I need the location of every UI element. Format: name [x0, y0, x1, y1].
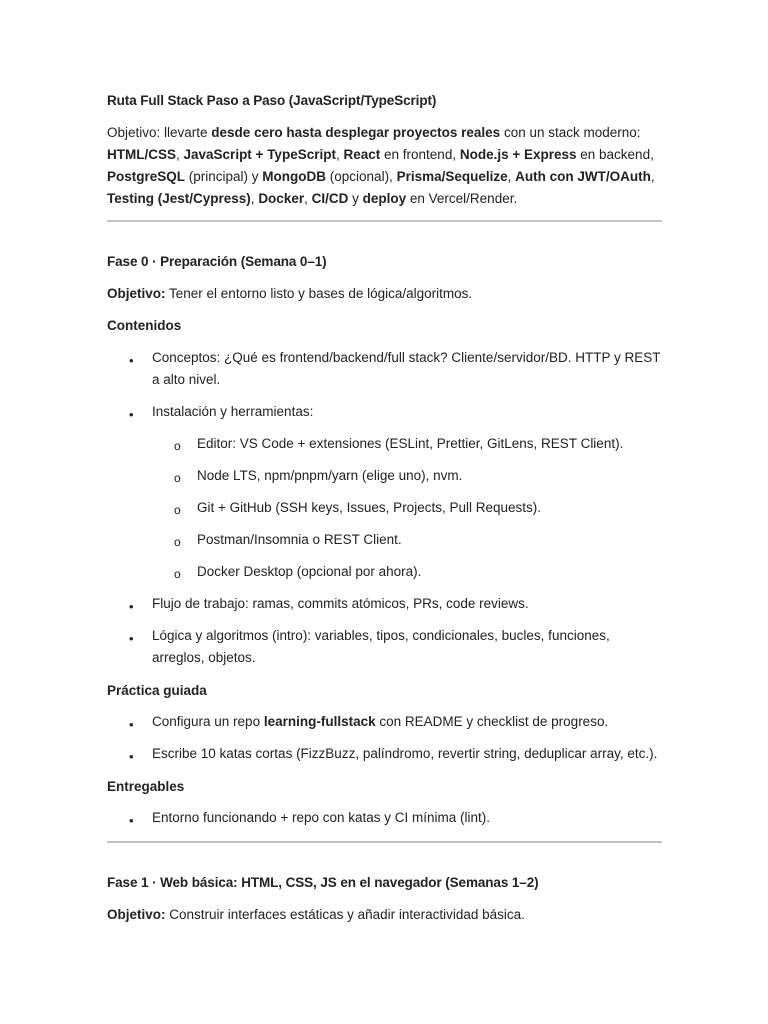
list-item-line: a alto nivel.: [152, 372, 221, 387]
bold-run: HTML/CSS: [107, 147, 176, 162]
bullet-marker: •: [129, 749, 134, 764]
bold-run: React: [343, 147, 381, 162]
text-run: ,: [304, 191, 312, 206]
text-run: ,: [335, 147, 344, 162]
sub-list-item: Node LTS, npm/pnpm/yarn (elige uno), nvm.: [197, 468, 463, 483]
intro-paragraph: [107, 122, 662, 210]
bold-run: deploy: [362, 191, 407, 206]
document-title: Ruta Full Stack Paso a Paso (JavaScript/TypeScript): [107, 93, 437, 108]
text-run: ,: [507, 169, 516, 184]
text-run: (opcional),: [326, 169, 397, 184]
list-item: [152, 347, 667, 391]
intro-line-4: [107, 188, 662, 210]
objective-text: Construir interfaces estáticas y añadir interactividad básica.: [165, 907, 525, 922]
bold-run: JavaScript + TypeScript: [183, 147, 336, 162]
text-run: en backend,: [576, 147, 654, 162]
text-run: ,: [650, 169, 655, 184]
text-run: con un stack moderno:: [500, 125, 641, 140]
deliverables-heading: Entregables: [107, 779, 185, 794]
list-item: [152, 401, 667, 423]
phase-1-objective: [107, 904, 662, 926]
intro-line-2: [107, 144, 662, 166]
bullet-marker: •: [129, 353, 134, 368]
bold-run: Docker: [258, 191, 305, 206]
list-item-line: Flujo de trabajo: ramas, commits atómicos, PRs, code reviews.: [152, 596, 529, 611]
sub-list-item: Git + GitHub (SSH keys, Issues, Projects, Pull Requests).: [197, 500, 541, 515]
sub-list-item: Postman/Insomnia o REST Client.: [197, 532, 402, 547]
bold-run: Testing (Jest/Cypress): [107, 191, 251, 206]
list-item-line: arreglos, objetos.: [152, 650, 256, 665]
sub-bullet-marker: o: [174, 535, 181, 549]
bold-run: Node.js + Express: [459, 147, 577, 162]
list-item: [152, 807, 667, 829]
bold-run: desde cero hasta desplegar proyectos reales: [211, 125, 501, 140]
bold-run: MongoDB: [262, 169, 327, 184]
text-run: y: [348, 191, 363, 206]
objective-label: Objetivo:: [107, 286, 166, 301]
divider: [107, 220, 662, 222]
sub-list-item: Docker Desktop (opcional por ahora).: [197, 564, 422, 579]
objective-text: Tener el entorno listo y bases de lógica/algoritmos.: [165, 286, 473, 301]
bold-run: Auth con JWT/OAuth: [515, 169, 651, 184]
bullet-marker: •: [129, 407, 134, 422]
intro-line-1: [107, 122, 662, 144]
divider: [107, 841, 662, 843]
text-run: en Vercel/Render.: [406, 191, 518, 206]
practice-heading: Práctica guiada: [107, 683, 207, 698]
bullet-marker: •: [129, 813, 134, 828]
objective-label: Objetivo:: [107, 907, 166, 922]
phase-0-title: Fase 0 · Preparación (Semana 0–1): [107, 254, 327, 269]
sub-bullet-marker: o: [174, 471, 181, 485]
list-item-line: Conceptos: ¿Qué es frontend/backend/full stack? Cliente/servidor/BD. HTTP y REST: [152, 350, 661, 365]
list-item: [152, 711, 667, 733]
phase-0-objective: [107, 283, 662, 305]
list-item: [152, 593, 667, 615]
sub-bullet-marker: o: [174, 567, 181, 581]
bullet-marker: •: [129, 599, 134, 614]
phase-1-title: Fase 1 · Web básica: HTML, CSS, JS en el navegador (Semanas 1–2): [107, 875, 539, 890]
list-item-line: Escribe 10 katas cortas (FizzBuzz, palíndromo, revertir string, deduplicar array, etc.).: [152, 746, 658, 761]
bold-run: PostgreSQL: [107, 169, 186, 184]
list-item-line: Instalación y herramientas:: [152, 404, 314, 419]
sub-bullet-marker: o: [174, 439, 181, 453]
text-run: ,: [250, 191, 259, 206]
list-item: [152, 743, 667, 765]
text-run: en frontend,: [380, 147, 460, 162]
bullet-marker: •: [129, 631, 134, 646]
text-run: ,: [176, 147, 184, 162]
list-item-line: Lógica y algoritmos (intro): variables, tipos, condicionales, bucles, funciones,: [152, 628, 610, 643]
sub-list-item: Editor: VS Code + extensiones (ESLint, Prettier, GitLens, REST Client).: [197, 436, 624, 451]
bold-run: CI/CD: [311, 191, 349, 206]
bullet-marker: •: [129, 717, 134, 732]
text-run: con README y checklist de progreso.: [375, 714, 609, 729]
contents-heading: Contenidos: [107, 318, 182, 333]
list-item-line: Entorno funcionando + repo con katas y CI mínima (lint).: [152, 810, 491, 825]
text-run: Objetivo: llevarte: [107, 125, 212, 140]
intro-line-3: [107, 166, 662, 188]
text-run: Configura un repo: [152, 714, 264, 729]
repo-name: learning-fullstack: [263, 714, 376, 729]
list-item: [152, 625, 667, 669]
bold-run: Prisma/Sequelize: [396, 169, 508, 184]
text-run: (principal) y: [185, 169, 263, 184]
sub-bullet-marker: o: [174, 503, 181, 517]
